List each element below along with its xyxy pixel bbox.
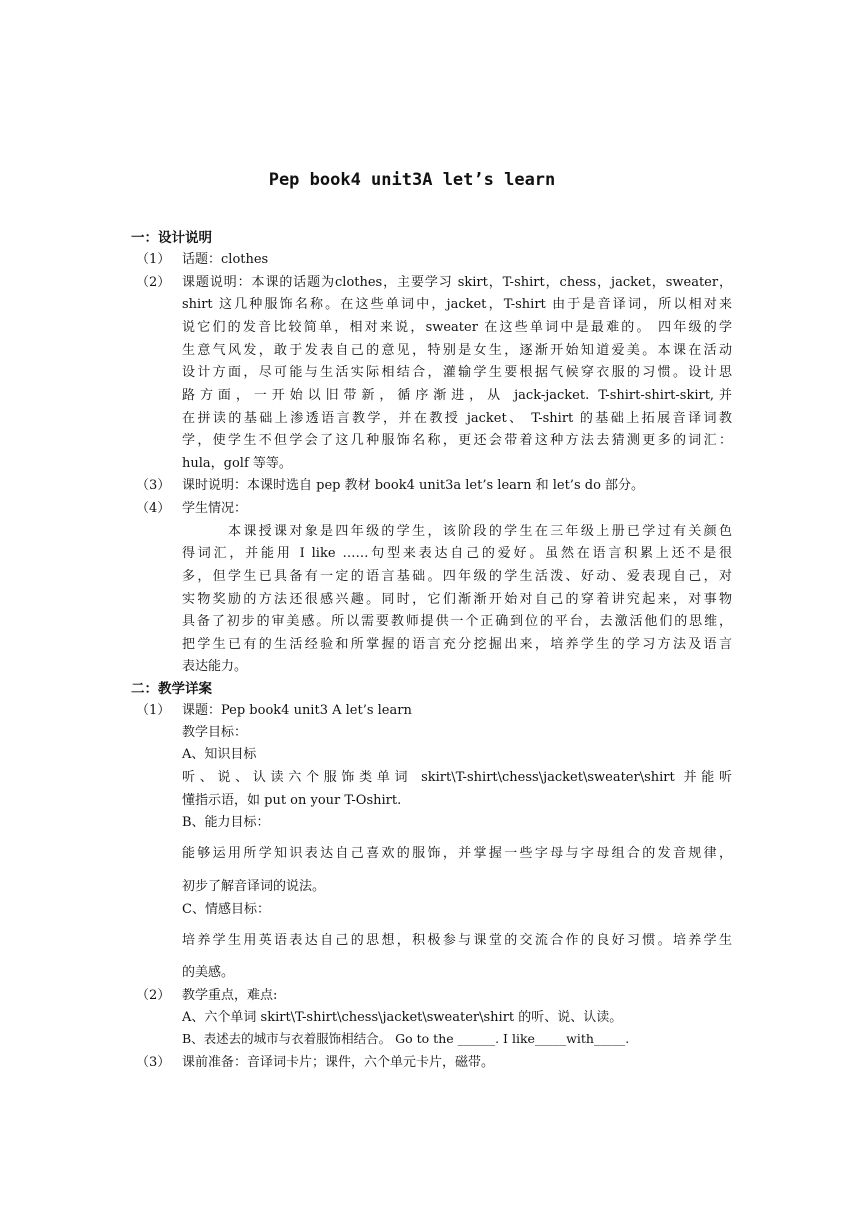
paragraph-line: 本课授课对象是四年级的学生，该阶段的学生在三年级上册已学过有关颜色 <box>228 524 732 539</box>
item-text: 学生情况： <box>182 501 248 516</box>
page-title: Pep book4 unit3A let’s learn <box>268 170 556 190</box>
item-text: B、表述去的城市与衣着服饰相结合。 Go to the ______. I like_____with_____. <box>182 1031 630 1046</box>
item-text: 懂指示语，如 put on your T-Oshirt. <box>182 793 402 808</box>
item-text: 说它们的发音比较简单，相对来说，sweater 在这些单词中是最难的。 四年级的学 <box>182 320 732 335</box>
item-text: C、情感目标： <box>182 902 270 917</box>
item-text: 生意气风发，敢于发表自己的意见，特别是女生，逐渐开始知道爱美。本课在活动 <box>182 343 732 358</box>
item-number: （3） <box>136 478 171 493</box>
paragraph-line: 把学生已有的生活经验和所掌握的语言充分挖掘出来，培养学生的学习方法及语言 <box>182 637 732 652</box>
item-text: 设计方面，尽可能与生活实际相结合，灌输学生要根据气候穿衣服的习惯。设计思 <box>182 365 732 380</box>
item-number: （2） <box>136 988 171 1003</box>
item-number: （1） <box>136 252 171 267</box>
item-text: 课题说明：本课的话题为clothes，主要学习 skirt，T-shirt，chess，jacket，sweater， <box>182 275 732 290</box>
section-heading-design: 一：设计说明 <box>131 230 212 246</box>
item-text: 路方面，一开始以旧带新，循序渐进，从 jack-jacket. T-shirt-shirt-skirt,并 <box>182 388 732 403</box>
item-text: 的美感。 <box>182 965 235 980</box>
item-text: 培养学生用英语表达自己的思想，积极参与课堂的交流合作的良好习惯。培养学生 <box>182 933 732 948</box>
item-text: 在拼读的基础上渗透语言教学，并在教授 jacket、 T-shirt 的基础上拓展音译词教 <box>182 411 732 426</box>
section-heading-lesson-plan: 二：教学详案 <box>131 681 212 697</box>
paragraph-line: 得词汇，并能用 I like ……句型来表达自己的爱好。虽然在语言积累上还不是很 <box>182 546 732 561</box>
item-text: 初步了解音译词的说法。 <box>182 879 326 894</box>
item-text: hula，golf 等等。 <box>182 456 292 471</box>
item-text: B、能力目标： <box>182 815 270 830</box>
item-text: 话题：clothes <box>182 252 269 267</box>
item-text: 课时说明：本课时选自 pep 教材 book4 unit3a let’s learn 和 let’s do 部分。 <box>182 478 645 493</box>
item-number: （3） <box>136 1055 171 1070</box>
paragraph-line: 表达能力。 <box>182 659 248 674</box>
item-text: 能够运用所学知识表达自己喜欢的服饰，并掌握一些字母与字母组合的发音规律， <box>182 846 732 861</box>
item-text: A、知识目标 <box>182 747 257 762</box>
item-text: 课题：Pep book4 unit3 A let’s learn <box>182 703 412 718</box>
paragraph-line: 实物奖励的方法还很感兴趣。同时，它们渐渐开始对自己的穿着讲究起来，对事物 <box>182 592 732 607</box>
item-text: A、六个单词 skirt\T-shirt\chess\jacket\sweater\shirt 的听、说、认读。 <box>182 1010 623 1025</box>
item-text: 课前准备：音译词卡片；课件，六个单元卡片，磁带。 <box>182 1055 495 1070</box>
item-text: 听、说、认读六个服饰类单词 skirt\T-shirt\chess\jacket\sweater\shirt 并能听 <box>182 770 732 785</box>
item-text: shirt 这几种服饰名称。在这些单词中，jacket，T-shirt 由于是音译词，所以相对来 <box>182 297 732 312</box>
item-text: 教学目标： <box>182 725 248 740</box>
item-number: （1） <box>136 703 171 718</box>
item-number: （4） <box>136 501 171 516</box>
paragraph-line: 具备了初步的审美感。所以需要教师提供一个正确到位的平台，去激活他们的思维， <box>182 614 732 629</box>
item-text: 教学重点，难点: <box>182 988 278 1003</box>
paragraph-line: 多，但学生已具备有一定的语言基础。四年级的学生活泼、好动、爱表现自己，对 <box>182 569 732 584</box>
item-text: 学，使学生不但学会了这几种服饰名称，更还会带着这种方法去猜测更多的词汇： <box>182 433 732 448</box>
item-number: （2） <box>136 275 171 290</box>
